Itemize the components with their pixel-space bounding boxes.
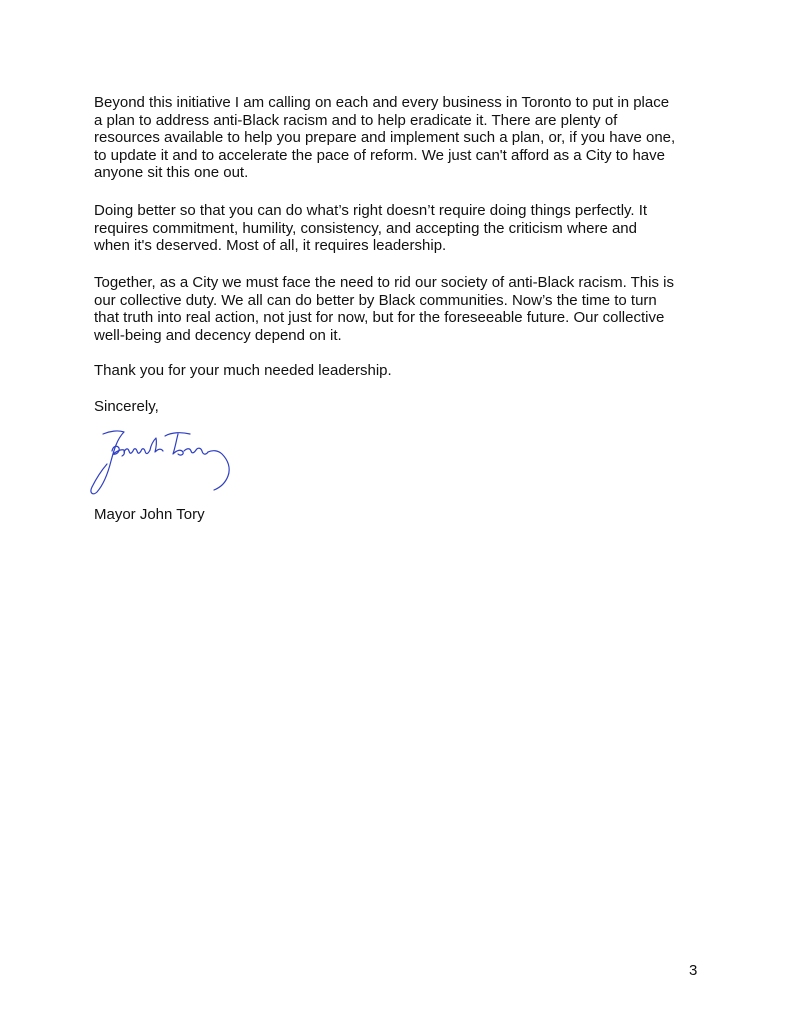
paragraph-line: a plan to address anti-Black racism and to help eradicate it. There are plenty of [94, 111, 618, 129]
paragraph-line: resources available to help you prepare and implement such a plan, or, if you have one, [94, 129, 676, 147]
paragraph-line: Together, as a City we must face the need to rid our society of anti-Black racism. This is [94, 274, 674, 291]
paragraph-line: our collective duty. We all can do better by Black communities. Now’s the time to turn [94, 291, 657, 309]
paragraph-line: Thank you for your much needed leadership. [94, 362, 392, 379]
paragraph-line: that truth into real action, not just for now, but for the foreseeable future. Our collective [94, 309, 665, 327]
closing-salutation [94, 398, 159, 416]
page-number: 3 [689, 962, 698, 979]
paragraph-line: requires commitment, humility, consistency, and accepting the criticism where and [94, 219, 637, 237]
paragraph-line: when it's deserved. Most of all, it requires leadership. [94, 237, 447, 255]
paragraph-line: well-being and decency depend on it. [94, 326, 342, 344]
signer-name: Mayor John Tory [94, 506, 205, 523]
handwritten-signature [86, 424, 246, 496]
paragraph-line: Doing better so that you can do what’s right doesn’t require doing things perfectly. It [94, 202, 648, 219]
signature-drawing [86, 424, 246, 496]
paragraph-line: to update it and to accelerate the pace of reform. We just can't afford as a City to have [94, 146, 665, 164]
paragraph-thank-you [94, 362, 392, 380]
paragraph-doing-better [94, 202, 647, 255]
paragraph-line: anyone sit this one out. [94, 164, 249, 182]
paragraph-together [94, 274, 674, 344]
salutation-line: Sincerely, [94, 398, 159, 415]
paragraph-line: Beyond this initiative I am calling on each and every business in Toronto to put in place [94, 94, 670, 111]
paragraph-business-call [94, 94, 675, 182]
